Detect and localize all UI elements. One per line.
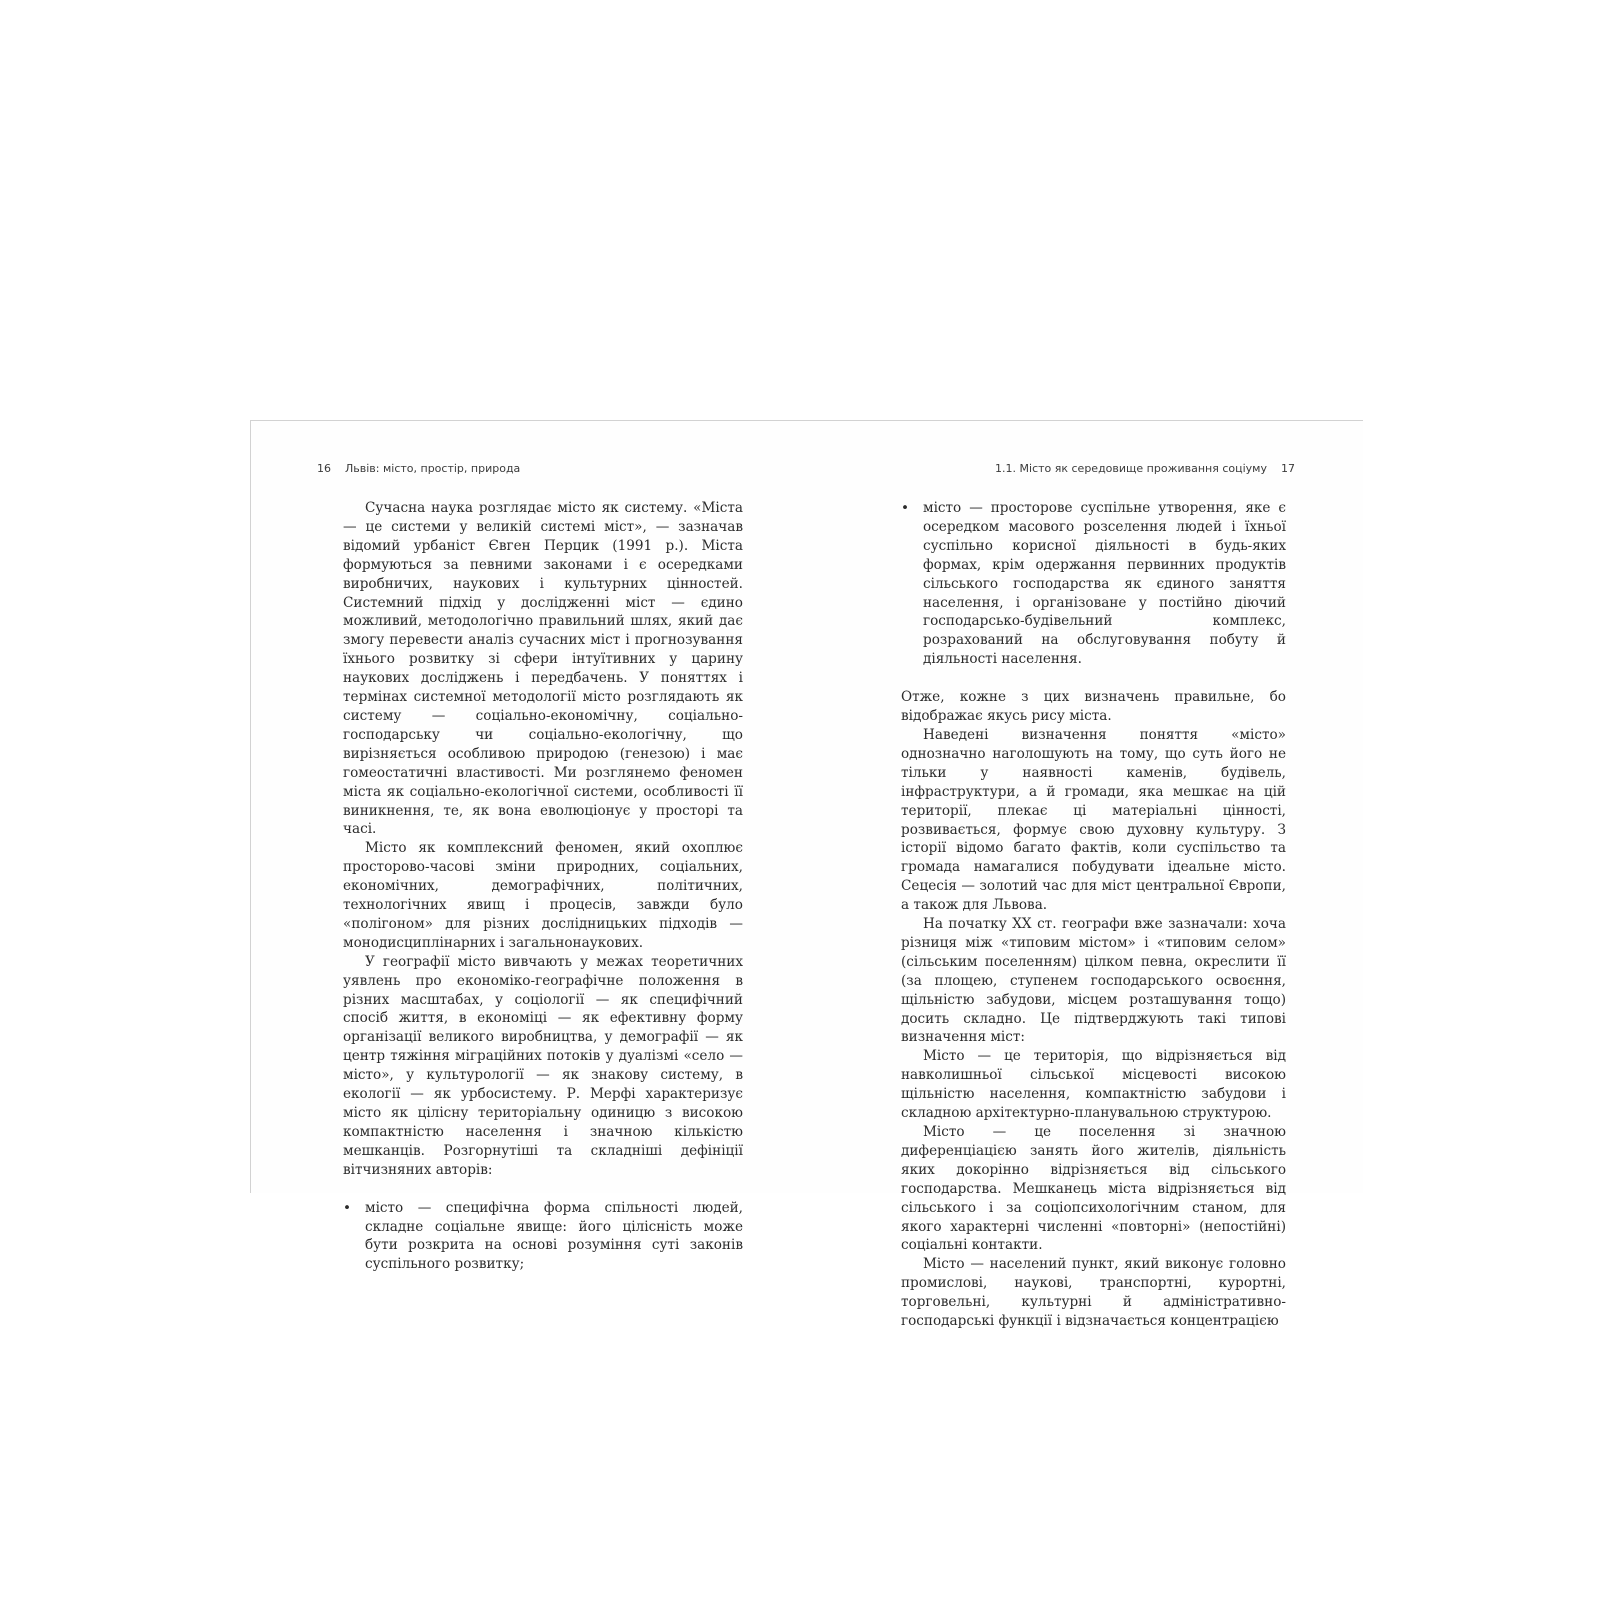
left-page-text xyxy=(343,499,743,1274)
paragraph: У географії місто вивчають у межах теоретичних уявлень про економіко-географічне положення в різних масштабах, у соціології — як специфічний спосіб життя, в економіці — як ефективну форму організації великого виробництва, у демографії — як центр тяжіння міграційних потоків у дуалізмі «село — місто», у культурології — як знакову систему, в екології — як урбосистему. Р. Мерфі характеризує місто як цілісну територіальну одиницю з високою компактністю населення і значною кількістю мешканців. Розгорнутіші та складніші дефініції вітчизняних авторів: xyxy=(343,953,743,1178)
paragraph: Отже, кожне з цих визначень правильне, бо відображає якусь рису міста. xyxy=(901,689,1286,725)
bullet-list xyxy=(343,1199,743,1275)
running-head-title-left: Львів: місто, простір, природа xyxy=(345,462,521,475)
right-page xyxy=(807,421,1363,1330)
spacer xyxy=(901,669,1286,688)
paragraph: Місто — це територія, що відрізняється від навколишньої сільської місцевості високою щільністю населення, компактністю забудови і складною архітектурно-планувальною структурою. xyxy=(901,1048,1286,1122)
left-page xyxy=(251,421,807,1273)
book-spread xyxy=(250,420,1363,1330)
bullet-icon: • xyxy=(901,500,910,516)
running-head-title-right: 1.1. Місто як середовище проживання соціуму xyxy=(995,462,1267,475)
bullet-item xyxy=(901,499,1286,669)
paragraph: Сучасна наука розглядає місто як систему. «Міста — це системи у великій системі міст», — зазначав відомий урбаніст Євген Перцик (1991 р.). Міста формуються за певними законами і є осередками виробничих, наукових і культурних цінностей. Системний підхід у дослідженні міст — єдино можливий, методологічно правильний шлях, який дає змогу перевести аналіз сучасних міст і прогнозування їхнього розвитку зі сфери інтуїтивних у царину наукових досліджень і передбачень. У поняттях і термінах системної методології місто розглядають як систему — соціально-економічну, соціально-господарську чи соціально-екологічну, що вирізняється особливою природою (генезою) і має гомеостатичні властивості. Ми розглянемо феномен міста як соціально-екологічної системи, особливості її виникнення, те, як вона еволюціонує у просторі та часі. xyxy=(343,500,743,838)
paragraph: Місто — населений пункт, який виконує головно промислові, наукові, транспортні, курортні, торговельні, культурні й адміністративно-господарські функції і відзначається концентрацією xyxy=(901,1256,1286,1330)
running-head-right xyxy=(995,462,1295,475)
paragraph: На початку XX ст. географи вже зазначали: хоча різниця між «типовим містом» і «типовим селом» (сільським поселенням) цілком певна, окреслити її (за площею, ступенем господарського освоєння, щільністю забудови, місцем розташування тощо) досить складно. Це підтверджують такі типові визначення міст: xyxy=(901,916,1286,1046)
paragraph: Місто як комплексний феномен, який охоплює просторово-часові зміни природних, соціальних, економічних, демографічних, політичних, технологічних явищ і процесів, завжди було «полігоном» для різних дослідницьких підходів — монодисциплінарних і загальнонаукових. xyxy=(343,840,743,951)
bullet-list xyxy=(901,499,1286,669)
bullet-text: місто — специфічна форма спільності людей, складне соціальне явище: його цілісність може бути розкрита на основі розуміння суті законів суспільного розвитку; xyxy=(365,1199,743,1273)
right-page-text xyxy=(901,499,1286,1331)
bullet-icon: • xyxy=(343,1199,352,1216)
paragraph: Місто — це поселення зі значною диференціацією занять його жителів, діяльність яких докорінно відрізняється від сільського господарства. Мешканець міста відрізняється від сільського і за соціопсихологічним станом, для якого характерні численні «повторні» (непостійні) соціальні контакти. xyxy=(901,1124,1286,1254)
page-number-left: 16 xyxy=(317,462,331,475)
page-number-right: 17 xyxy=(1281,462,1295,475)
spacer xyxy=(343,1180,743,1199)
running-head-left xyxy=(317,462,520,475)
bullet-item xyxy=(343,1199,743,1275)
bullet-text: місто — просторове суспільне утворення, яке є осередком масового розселення людей і їхньої суспільно корисної діяльності в будь-яких формах, крім одержання первинних продуктів сільського господарства як єдиного заняття населення, і організоване у постійно діючий господарсько-будівельний комплекс, розрахований на обслуговування побуту й діяльності населення. xyxy=(923,500,1286,668)
paragraph: Наведені визначення поняття «місто» однозначно наголошують на тому, що суть його не тільки у наявності каменів, будівель, інфраструктури, а й громади, яка мешкає на цій території, плекає ці матеріальні цінності, розвивається, формує свою духовну культуру. З історії відомо багато фактів, коли суспільство та громада намагалися побудувати ідеальне місто. Сецесія — золотий час для міст центральної Європи, а також для Львова. xyxy=(901,726,1286,914)
